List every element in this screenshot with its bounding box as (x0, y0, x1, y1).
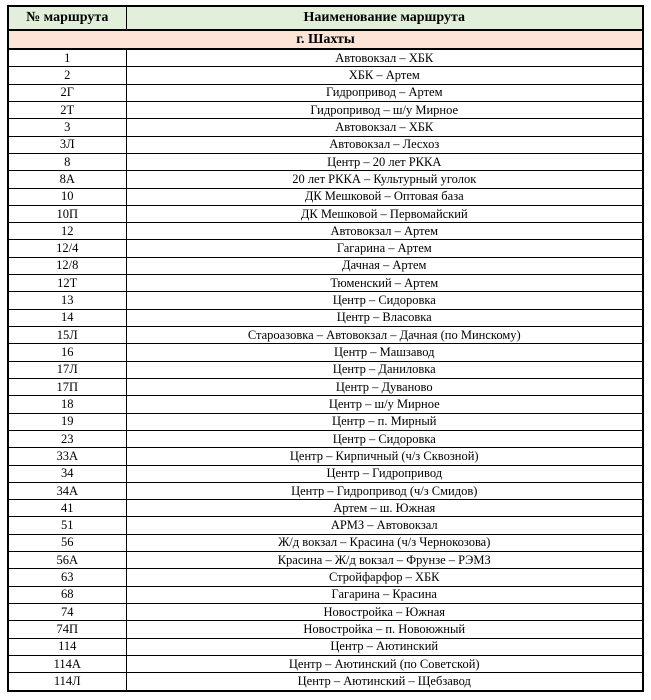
table-row (8, 396, 643, 413)
route-name-cell: Ж/д вокзал – Красина (ч/з Чернокозова) (126, 534, 643, 551)
route-name-cell: Центр – Машзавод (126, 344, 643, 361)
route-number-cell: 114А (8, 655, 126, 672)
route-name-cell: Центр – Кирпичный (ч/з Сквозной) (126, 448, 643, 465)
route-number-cell: 12/8 (8, 257, 126, 274)
route-number-cell: 2Г (8, 84, 126, 101)
route-number-cell: 33А (8, 448, 126, 465)
section-header-city: г. Шахты (8, 30, 643, 49)
table-row (8, 569, 643, 586)
route-name-cell: Новостройка – Южная (126, 604, 643, 621)
route-number-cell: 2Т (8, 101, 126, 118)
route-number-cell: 12Т (8, 275, 126, 292)
route-name-cell: ХБК – Артем (126, 67, 643, 84)
route-number-cell: 74 (8, 604, 126, 621)
table-row (8, 205, 643, 222)
route-number-cell: 10 (8, 188, 126, 205)
route-name-cell: ДК Мешковой – Оптовая база (126, 188, 643, 205)
table-row (8, 673, 643, 691)
table-row (8, 136, 643, 153)
table-row (8, 361, 643, 378)
table-row (8, 101, 643, 118)
route-number-cell: 51 (8, 517, 126, 534)
route-name-cell: Автовокзал – Артем (126, 223, 643, 240)
table-row (8, 638, 643, 655)
table-row (8, 292, 643, 309)
table-row (8, 448, 643, 465)
table-header-row (8, 6, 643, 30)
route-name-cell: Староазовка – Автовокзал – Дачная (по Минскому) (126, 327, 643, 344)
route-number-cell: 14 (8, 309, 126, 326)
table-row (8, 517, 643, 534)
route-number-cell: 56 (8, 534, 126, 551)
route-name-cell: Центр – Гидропривод (ч/з Смидов) (126, 482, 643, 499)
route-name-cell: Гагарина – Красина (126, 586, 643, 603)
route-number-cell: 34А (8, 482, 126, 499)
route-number-cell: 12/4 (8, 240, 126, 257)
route-number-cell: 56А (8, 552, 126, 569)
table-row (8, 188, 643, 205)
table-row (8, 482, 643, 499)
route-name-cell: Центр – Сидоровка (126, 292, 643, 309)
route-number-cell: 74П (8, 621, 126, 638)
route-number-cell: 63 (8, 569, 126, 586)
table-row (8, 309, 643, 326)
route-name-cell: Центр – Гидропривод (126, 465, 643, 482)
route-name-cell: Центр – Сидоровка (126, 430, 643, 447)
route-name-cell: ДК Мешковой – Первомайский (126, 205, 643, 222)
table-row (8, 621, 643, 638)
route-number-cell: 12 (8, 223, 126, 240)
route-name-cell: Дачная – Артем (126, 257, 643, 274)
table-row (8, 534, 643, 551)
route-number-cell: 15Л (8, 327, 126, 344)
table-row (8, 327, 643, 344)
route-number-cell: 34 (8, 465, 126, 482)
route-number-cell: 17П (8, 378, 126, 395)
section-header-row (8, 30, 643, 49)
route-name-cell: Тюменский – Артем (126, 275, 643, 292)
route-name-cell: Автовокзал – ХБК (126, 119, 643, 136)
table-row (8, 119, 643, 136)
route-table-body (8, 49, 643, 691)
table-row (8, 223, 643, 240)
route-table (7, 5, 644, 692)
route-number-cell: 18 (8, 396, 126, 413)
route-number-cell: 23 (8, 430, 126, 447)
route-number-cell: 2 (8, 67, 126, 84)
table-row (8, 552, 643, 569)
route-number-cell: 3 (8, 119, 126, 136)
table-row (8, 413, 643, 430)
route-name-cell: Центр – Власовка (126, 309, 643, 326)
route-name-cell: Центр – Аютинский (по Советской) (126, 655, 643, 672)
table-row (8, 49, 643, 67)
table-row (8, 153, 643, 170)
table-row (8, 257, 643, 274)
table-row (8, 171, 643, 188)
route-name-cell: Автовокзал – Лесхоз (126, 136, 643, 153)
table-row (8, 465, 643, 482)
route-number-cell: 8А (8, 171, 126, 188)
route-name-cell: Центр – Аютинский – Щебзавод (126, 673, 643, 691)
table-row (8, 84, 643, 101)
route-number-cell: 10П (8, 205, 126, 222)
table-row (8, 586, 643, 603)
route-name-cell: Красина – Ж/д вокзал – Фрунзе – РЭМЗ (126, 552, 643, 569)
route-number-cell: 3Л (8, 136, 126, 153)
route-name-cell: Гидропривод – Артем (126, 84, 643, 101)
route-name-cell: Артем – ш. Южная (126, 500, 643, 517)
column-header-route-number: № маршрута (8, 6, 126, 30)
route-number-cell: 68 (8, 586, 126, 603)
route-name-cell: Центр – Дуваново (126, 378, 643, 395)
column-header-route-name: Наименование маршрута (126, 6, 643, 30)
table-row (8, 344, 643, 361)
route-name-cell: 20 лет РККА – Культурный уголок (126, 171, 643, 188)
route-name-cell: Центр – ш/у Мирное (126, 396, 643, 413)
route-number-cell: 17Л (8, 361, 126, 378)
route-name-cell: Центр – Аютинский (126, 638, 643, 655)
route-name-cell: Гидропривод – ш/у Мирное (126, 101, 643, 118)
route-name-cell: Автовокзал – ХБК (126, 49, 643, 67)
route-name-cell: Гагарина – Артем (126, 240, 643, 257)
route-name-cell: Центр – Даниловка (126, 361, 643, 378)
table-row (8, 275, 643, 292)
route-number-cell: 114 (8, 638, 126, 655)
route-name-cell: Новостройка – п. Новоюжный (126, 621, 643, 638)
table-row (8, 655, 643, 672)
route-number-cell: 8 (8, 153, 126, 170)
route-name-cell: АРМЗ – Автовокзал (126, 517, 643, 534)
table-row (8, 430, 643, 447)
route-name-cell: Центр – п. Мирный (126, 413, 643, 430)
route-number-cell: 41 (8, 500, 126, 517)
table-row (8, 604, 643, 621)
table-row (8, 378, 643, 395)
route-name-cell: Стройфарфор – ХБК (126, 569, 643, 586)
route-number-cell: 13 (8, 292, 126, 309)
route-number-cell: 114Л (8, 673, 126, 691)
table-row (8, 500, 643, 517)
table-row (8, 67, 643, 84)
route-number-cell: 1 (8, 49, 126, 67)
route-name-cell: Центр – 20 лет РККА (126, 153, 643, 170)
route-number-cell: 19 (8, 413, 126, 430)
route-number-cell: 16 (8, 344, 126, 361)
table-row (8, 240, 643, 257)
